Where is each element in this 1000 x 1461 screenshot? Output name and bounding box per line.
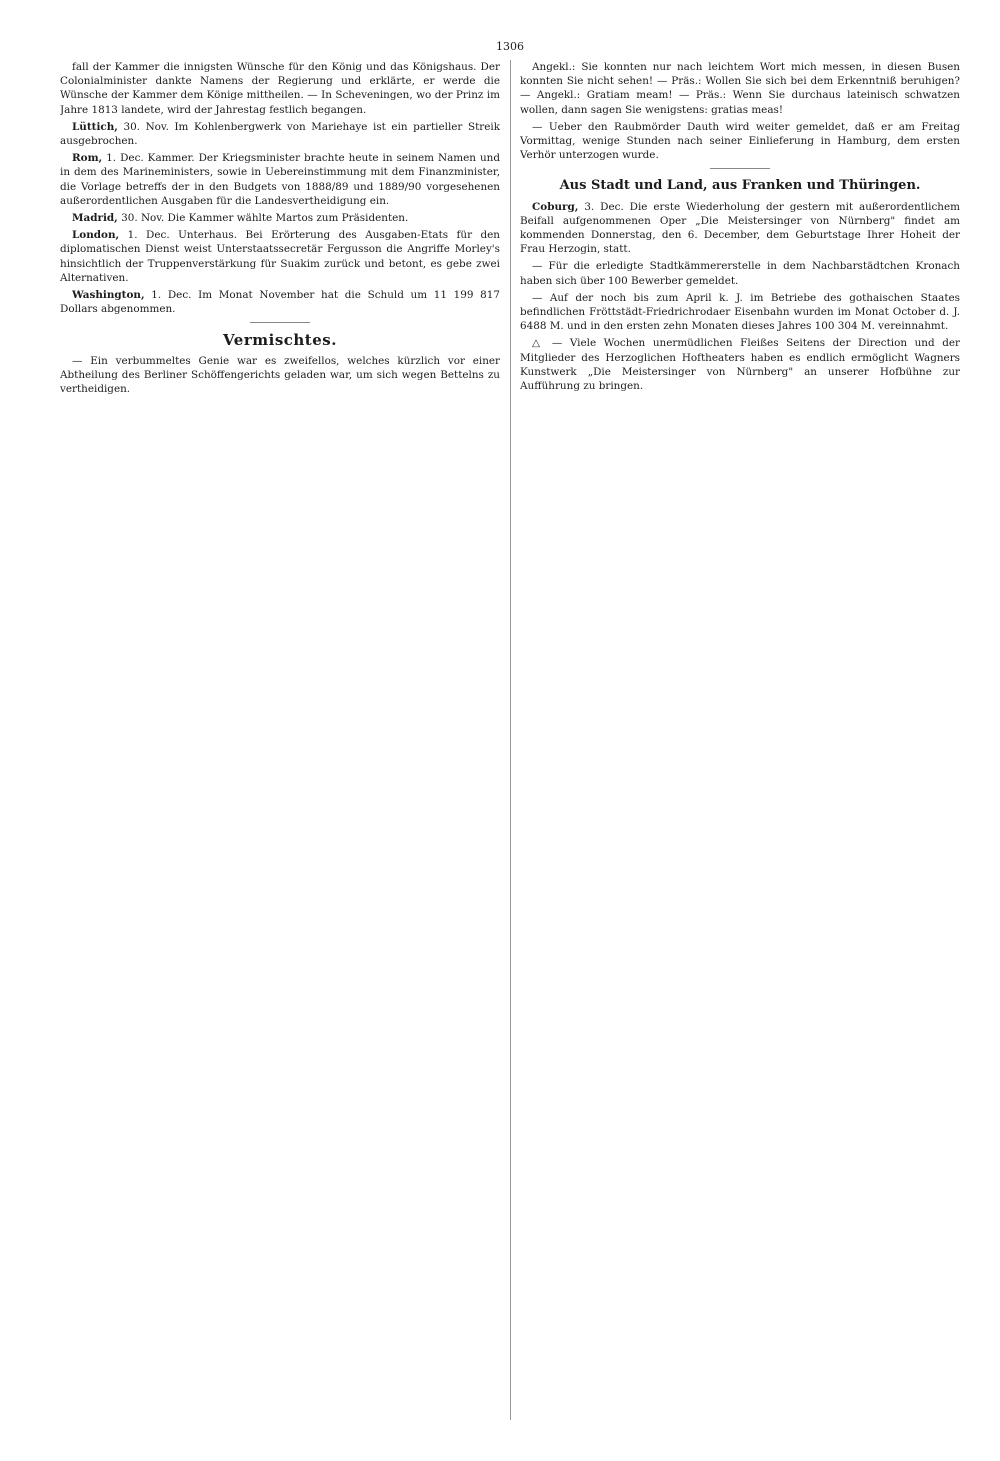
dateline-place: Coburg, <box>532 200 579 213</box>
article-text: 30. Nov. Im Kohlenbergwerk von Mariehaye ist ein partieller Streik ausgebrochen. <box>60 120 500 148</box>
article-text: 1. Dec. Kammer. Der Kriegsminister brachte heute in seinem Namen und in dem des Marineministers, sowie in Uebereinstimmung mit dem Finanzminister, die Vorlage betreffs der in den Budgets von 1888/89 und 1889/90 vorgesehenen außerordentlichen Ausgaben für die Landesvertheidigung ein. <box>60 152 500 207</box>
article-text: 1. Dec. Im Monat November hat die Schuld um 11 199 817 Dollars abgenommen. <box>60 289 500 316</box>
article-text: 30. Nov. Die Kammer wählte Martos zum Präsidenten. <box>121 212 409 225</box>
section-divider <box>710 168 770 169</box>
dateline-place: Madrid, <box>72 212 118 225</box>
section-divider <box>250 322 310 323</box>
left-column <box>60 60 500 1420</box>
article-paragraph <box>60 120 500 148</box>
article-text: Angekl.: Sie konnten nur nach leichtem Wort mich messen, in diesen Busen konnten Sie nicht sehen! — Präs.: Wollen Sie sich bei dem Erkenntniß beruhigen? — Angekl.: Gratiam meam! — Präs.: Wenn Sie durchaus lateinisch schwatzen wollen, dann sagen Sie wenigstens: gratias meas! <box>520 61 960 116</box>
column-rule <box>510 60 511 1420</box>
article-text: 1. Dec. Unterhaus. Bei Erörterung des Ausgaben-Etats für den diplomatischen Dienst weist Unterstaatssecretär Fergusson die Angriffe Morley's hinsichtlich der Truppenverstärkung für Suakim zurück und betont, es gebe zwei Alternativen. <box>60 229 500 284</box>
dateline-place: Rom, <box>72 152 103 165</box>
article-paragraph <box>60 151 500 208</box>
article-text: fall der Kammer die innigsten Wünsche für den König und das Königshaus. Der Colonialminister dankte Namens der Regierung und erklärte, er werde die Wünsche der Kammer dem Könige mittheilen. — In Scheveningen, wo der Prinz im Jahre 1813 landete, wird der Jahrestag festlich begangen. <box>60 61 500 116</box>
page-number: 1306 <box>496 40 524 53</box>
article-text: — Ueber den Raubmörder Dauth wird weiter gemeldet, daß er am Freitag Vormittag, wenige Stunden nach seiner Einlieferung in Hamburg, dem ersten Verhör unterzogen wurde. <box>520 120 960 162</box>
article-paragraph <box>60 288 500 316</box>
article-paragraph <box>60 228 500 285</box>
newspaper-page <box>60 40 960 1430</box>
dateline-place: Washington, <box>72 289 145 302</box>
section-heading-aus-stadt-und-land: Aus Stadt und Land, aus Franken und Thüringen. <box>559 178 921 194</box>
article-text: 3. Dec. Die erste Wiederholung der gestern mit außerordentlichem Beifall aufgenommenen Oper „Die Meistersinger von Nürnberg" findet am kommenden Donnerstag, den 6. December, dem Geburtstage Ihrer Hoheit der Frau Herzogin, statt. <box>520 200 960 256</box>
article-paragraph <box>60 211 500 225</box>
article-text: — Auf der noch bis zum April k. J. im Betriebe des gothaischen Staates befindlichen Fröttstädt-Friedrichrodaer Eisenbahn wurden im Monat October d. J. 6488 M. und in den ersten zehn Monaten dieses Jahres 100 304 M. vereinnahmt. <box>520 291 960 333</box>
article-text: — Ein verbummeltes Genie war es zweifellos, welches kürzlich vor einer Abtheilung des Berliner Schöffengerichts geladen war, um sich wegen Bettelns zu vertheidigen. <box>60 354 500 396</box>
article-text: — Für die erledigte Stadtkämmererstelle in dem Nachbarstädtchen Kronach haben sich über 100 Bewerber gemeldet. <box>520 260 960 287</box>
section-heading-vermischtes: Vermischtes. <box>223 331 337 350</box>
right-column <box>520 60 960 1420</box>
dateline-place: Lüttich, <box>72 120 118 133</box>
article-paragraph <box>520 200 960 257</box>
article-text: △ — Viele Wochen unermüdlichen Fleißes Seitens der Direction und der Mitglieder des Herzoglichen Hoftheaters haben es endlich ermöglicht Wagners Kunstwerk „Die Meistersinger von Nürnberg" an unserer Hofbühne zur Aufführung zu bringen. <box>520 337 960 393</box>
dateline-place: London, <box>72 229 120 242</box>
